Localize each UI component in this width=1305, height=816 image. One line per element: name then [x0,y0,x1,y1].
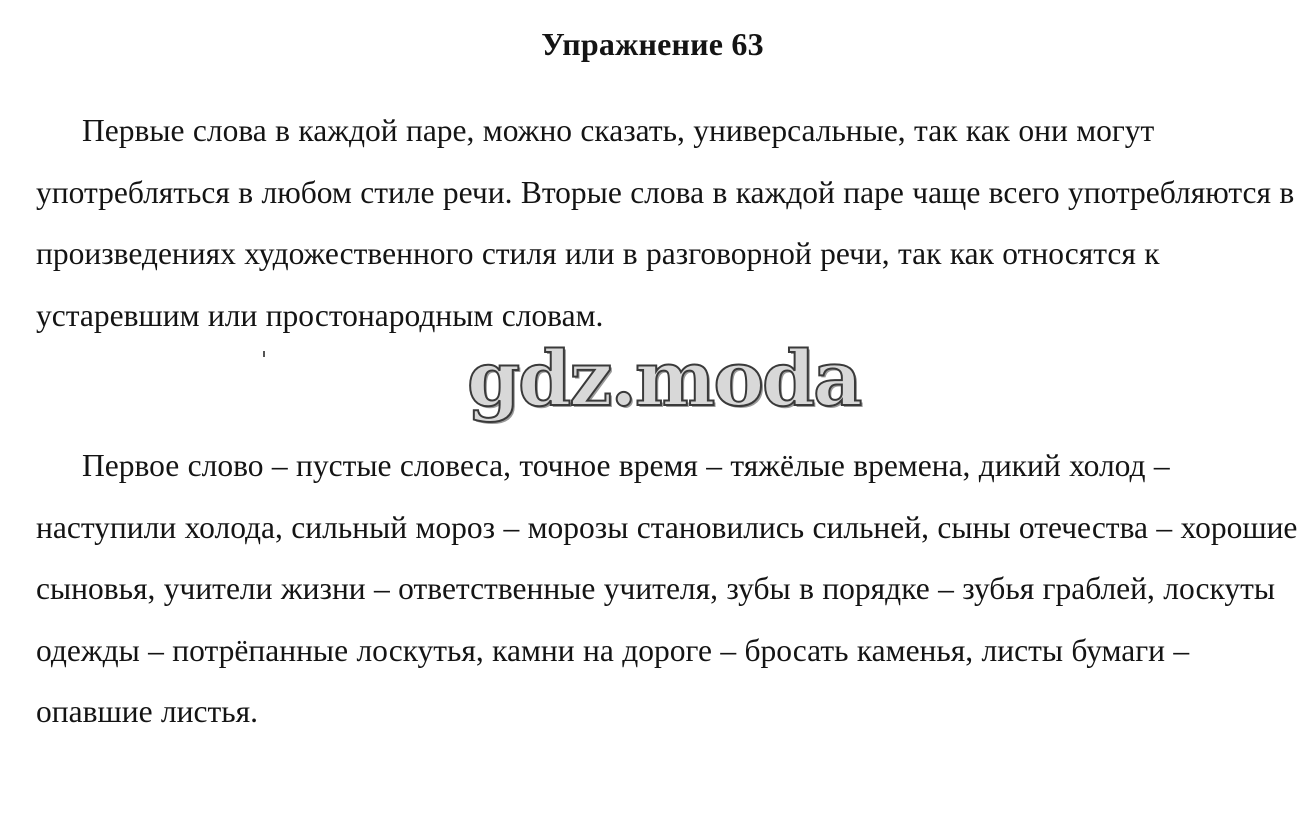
scan-speck [263,351,265,357]
answer-paragraph-2: Первое слово – пустые словеса, точное время – тяжёлые времена, дикий холод – наступили холода, сильный мороз – морозы становились сильней, сыны отечества – хорошие сыновья, учители жизни – ответственные учителя, зубы в порядке – зубья граблей, лоскуты одежды – потрёпанные лоскутья, камни на дороге – бросать каменья, листы бумаги – опавшие листья. [36,448,1298,730]
answer-paragraph-1: Первые слова в каждой паре, можно сказать, универсальные, так как они могут употребляться в любом стиле речи. Вторые слова в каждой паре чаще всего употребляются в произведениях художественного стиля или в разговорной речи, так как относятся к устаревшим или простонародным словам. [36,113,1295,333]
exercise-title: Упражнение 63 [541,26,764,62]
watermark-logo: gdz.moda [467,334,861,423]
